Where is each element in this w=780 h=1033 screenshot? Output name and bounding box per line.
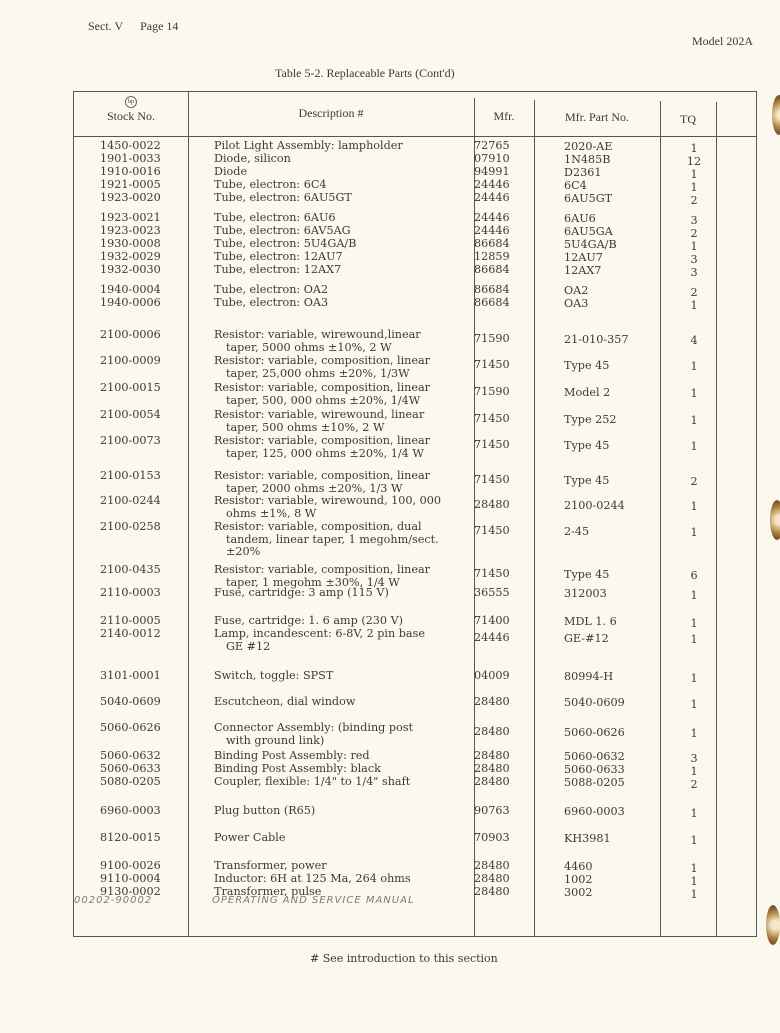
parts-table xyxy=(73,91,757,937)
description-line: Resistor: variable, composition, linear xyxy=(214,563,431,576)
handwritten-stock: 00202-90002 xyxy=(74,895,153,906)
mfr-code: 28480 xyxy=(474,872,510,885)
stock-number: 2100-0006 xyxy=(100,328,161,341)
description-line: Resistor: variable, composition, linear xyxy=(214,469,431,482)
mfr-code: 28480 xyxy=(474,762,510,775)
total-quantity: 2 xyxy=(690,227,698,240)
description xyxy=(214,329,421,354)
description-line: Binding Post Assembly: red xyxy=(214,749,370,762)
mfr-code: 12859 xyxy=(474,250,510,263)
description-line: tandem, linear taper, 1 megohm/sect. xyxy=(226,532,439,546)
mfr-part-number: 5088-0205 xyxy=(564,776,625,789)
stock-number: 1910-0016 xyxy=(100,165,161,178)
mfr-code: 71450 xyxy=(474,358,510,371)
total-quantity: 1 xyxy=(690,526,698,539)
column-header-tq: TQ xyxy=(680,112,696,126)
description xyxy=(214,495,441,520)
mfr-part-number: Model 2 xyxy=(564,386,611,399)
header-divider xyxy=(74,136,756,137)
total-quantity: 1 xyxy=(690,440,698,453)
total-quantity: 1 xyxy=(690,617,698,630)
description-line: Resistor: variable, composition, linear xyxy=(214,381,431,394)
description-line: GE #12 xyxy=(226,639,271,653)
total-quantity: 1 xyxy=(690,765,698,778)
description-line: Transformer, power xyxy=(214,859,327,872)
description-line: taper, 2000 ohms ±20%, 1/3 W xyxy=(226,481,403,495)
mfr-part-number: 6C4 xyxy=(564,179,587,192)
stock-number: 1932-0029 xyxy=(100,250,161,263)
description-line: Resistor: variable, wirewound, linear xyxy=(214,408,425,421)
total-quantity: 1 xyxy=(690,168,698,181)
description-line: Tube, electron: 6C4 xyxy=(214,178,327,191)
description xyxy=(214,628,425,653)
stock-number: 1923-0021 xyxy=(100,211,161,224)
description xyxy=(214,696,355,709)
mfr-part-number: 312003 xyxy=(564,587,607,600)
mfr-part-number: Type 45 xyxy=(564,359,610,372)
mfr-code: 71590 xyxy=(474,332,510,345)
column-divider xyxy=(534,100,535,936)
stock-number: 2100-0073 xyxy=(100,434,161,447)
mfr-part-number: 6AU5GA xyxy=(564,225,613,238)
mfr-code: 04009 xyxy=(474,669,510,682)
mfr-part-number: 80994-H xyxy=(564,670,614,683)
stock-number: 1901-0033 xyxy=(100,152,161,165)
description xyxy=(214,722,413,747)
page-number: Page 14 xyxy=(140,19,179,33)
mfr-part-number: 12AX7 xyxy=(564,264,602,277)
description-line: with ground link) xyxy=(226,733,325,747)
total-quantity: 1 xyxy=(690,633,698,646)
mfr-part-number: 21-010-357 xyxy=(564,333,629,346)
description xyxy=(214,212,336,225)
description xyxy=(214,251,343,264)
mfr-code: 24446 xyxy=(474,631,510,644)
stock-number: 9100-0026 xyxy=(100,859,161,872)
mfr-part-number: Type 45 xyxy=(564,474,610,487)
description-line: Lamp, incandescent: 6-8V, 2 pin base xyxy=(214,627,425,640)
description-line: Resistor: variable, wirewound,linear xyxy=(214,328,421,341)
stock-number: 1930-0008 xyxy=(100,237,161,250)
mfr-part-number: 2100-0244 xyxy=(564,499,625,512)
description xyxy=(214,284,328,297)
mfr-part-number: KH3981 xyxy=(564,832,611,845)
total-quantity: 1 xyxy=(690,834,698,847)
description-line: Tube, electron: 6AU5GT xyxy=(214,191,352,204)
description-line: Diode, silicon xyxy=(214,152,291,165)
mfr-part-number: 2020-AE xyxy=(564,140,613,153)
mfr-code: 71450 xyxy=(474,567,510,580)
total-quantity: 3 xyxy=(690,253,698,266)
description-line: Transformer, pulse xyxy=(214,885,322,898)
description-line: ohms ±1%, 8 W xyxy=(226,506,317,520)
total-quantity: 1 xyxy=(690,727,698,740)
stock-number: 2100-0009 xyxy=(100,354,161,367)
description-line: Fuse, cartridge: 1. 6 amp (230 V) xyxy=(214,614,404,627)
mfr-part-number: 1N485B xyxy=(564,153,611,166)
total-quantity: 1 xyxy=(690,240,698,253)
description-line: Switch, toggle: SPST xyxy=(214,669,334,682)
page-header-left xyxy=(88,19,192,34)
description xyxy=(214,521,439,559)
total-quantity: 1 xyxy=(690,589,698,602)
mfr-code: 24446 xyxy=(474,178,510,191)
mfr-code: 86684 xyxy=(474,237,510,250)
mfr-code: 36555 xyxy=(474,586,510,599)
description-line: ±20% xyxy=(226,545,261,559)
stock-number: 6960-0003 xyxy=(100,804,161,817)
description-line: Diode xyxy=(214,165,248,178)
mfr-part-number: 4460 xyxy=(564,860,593,873)
mfr-code: 07910 xyxy=(474,152,510,165)
description-line: Power Cable xyxy=(214,831,286,844)
mfr-part-number: 12AU7 xyxy=(564,251,603,264)
column-header-stock xyxy=(74,96,188,124)
column-header-description: Description # xyxy=(298,106,364,120)
description xyxy=(214,615,403,628)
column-header-part: Mfr. Part No. xyxy=(565,110,629,124)
mfr-code: 71400 xyxy=(474,614,510,627)
stock-number: 5080-0205 xyxy=(100,775,161,788)
description-line: Tube, electron: OA3 xyxy=(214,296,329,309)
mfr-part-number: MDL 1. 6 xyxy=(564,615,617,628)
column-divider xyxy=(660,101,661,936)
description-line: taper, 125, 000 ohms ±20%, 1/4 W xyxy=(226,446,424,460)
description-line: Tube, electron: 12AU7 xyxy=(214,250,343,263)
mfr-part-number: Type 45 xyxy=(564,568,610,581)
mfr-part-number: 3002 xyxy=(564,886,593,899)
stock-number: 5060-0632 xyxy=(100,749,161,762)
description-line: Coupler, flexible: 1/4" to 1/4" shaft xyxy=(214,775,411,788)
total-quantity: 1 xyxy=(690,862,698,875)
mfr-code: 28480 xyxy=(474,725,510,738)
stock-number: 1940-0006 xyxy=(100,296,161,309)
mfr-part-number: 5060-0632 xyxy=(564,750,625,763)
description xyxy=(214,238,356,251)
column-divider xyxy=(716,102,717,936)
mfr-code: 71450 xyxy=(474,412,510,425)
description-line: Resistor: variable, wirewound, 100, 000 xyxy=(214,494,442,507)
description xyxy=(214,776,410,789)
mfr-code: 24446 xyxy=(474,191,510,204)
stock-number: 1923-0023 xyxy=(100,224,161,237)
description xyxy=(214,140,403,153)
column-header-stock-label: Stock No. xyxy=(107,109,155,123)
description xyxy=(214,409,424,434)
description-line: Resistor: variable, composition, linear xyxy=(214,354,431,367)
total-quantity: 1 xyxy=(690,360,698,373)
total-quantity: 1 xyxy=(690,672,698,685)
stock-number: 2100-0054 xyxy=(100,408,161,421)
stock-number: 2100-0015 xyxy=(100,381,161,394)
description-line: Binding Post Assembly: black xyxy=(214,762,381,775)
mfr-code: 71450 xyxy=(474,524,510,537)
stock-number: 5060-0626 xyxy=(100,721,161,734)
binder-hole xyxy=(766,905,780,945)
stock-number: 1921-0005 xyxy=(100,178,161,191)
footnote: # See introduction to this section xyxy=(310,952,498,965)
description-line: Pilot Light Assembly: lampholder xyxy=(214,139,403,152)
total-quantity: 4 xyxy=(690,334,698,347)
total-quantity: 1 xyxy=(690,807,698,820)
description-line: Fuse, cartridge: 3 amp (115 V) xyxy=(214,586,389,599)
description-line: Tube, electron: 6AV5AG xyxy=(214,224,351,237)
description xyxy=(214,297,328,310)
description xyxy=(214,832,286,845)
mfr-code: 28480 xyxy=(474,859,510,872)
mfr-part-number: OA3 xyxy=(564,297,589,310)
total-quantity: 2 xyxy=(690,778,698,791)
mfr-code: 86684 xyxy=(474,296,510,309)
mfr-part-number: Type 252 xyxy=(564,413,617,426)
stock-number: 2110-0003 xyxy=(100,586,161,599)
mfr-code: 24446 xyxy=(474,224,510,237)
total-quantity: 2 xyxy=(690,475,698,488)
stock-number: 2100-0435 xyxy=(100,563,161,576)
total-quantity: 1 xyxy=(690,698,698,711)
mfr-code: 71450 xyxy=(474,473,510,486)
mfr-part-number: 5U4GA/B xyxy=(564,238,617,251)
section-label: Sect. V xyxy=(88,19,124,33)
total-quantity: 3 xyxy=(690,214,698,227)
mfr-part-number: 5060-0626 xyxy=(564,726,625,739)
stock-number: 2100-0153 xyxy=(100,469,161,482)
stock-number: 1450-0022 xyxy=(100,139,161,152)
description xyxy=(214,192,352,205)
total-quantity: 1 xyxy=(690,387,698,400)
stock-number: 3101-0001 xyxy=(100,669,161,682)
hp-logo-icon: hp xyxy=(125,96,137,108)
mfr-code: 28480 xyxy=(474,775,510,788)
stock-number: 2100-0258 xyxy=(100,520,161,533)
stock-number: 8120-0015 xyxy=(100,831,161,844)
stock-number: 1923-0020 xyxy=(100,191,161,204)
table-title: Table 5-2. Replaceable Parts (Cont'd) xyxy=(275,66,455,80)
stock-number: 2100-0244 xyxy=(100,494,161,507)
description xyxy=(214,355,430,380)
total-quantity: 6 xyxy=(690,569,698,582)
mfr-code: 71450 xyxy=(474,438,510,451)
description-line: Resistor: variable, composition, linear xyxy=(214,434,431,447)
description-line: taper, 5000 ohms ±10%, 2 W xyxy=(226,340,392,354)
description-line: Resistor: variable, composition, dual xyxy=(214,520,422,533)
description xyxy=(214,750,370,763)
description-line: Connector Assembly: (binding post xyxy=(214,721,414,734)
stock-number: 9130-0002 xyxy=(100,885,161,898)
description xyxy=(214,153,291,166)
binder-hole xyxy=(770,500,780,540)
description-line: taper, 1 megohm ±30%, 1/4 W xyxy=(226,575,400,589)
description-line: taper, 500 ohms ±10%, 2 W xyxy=(226,420,385,434)
mfr-part-number: 6AU6 xyxy=(564,212,596,225)
mfr-code: 24446 xyxy=(474,211,510,224)
stock-number: 5040-0609 xyxy=(100,695,161,708)
mfr-code: 28480 xyxy=(474,749,510,762)
stock-number: 2140-0012 xyxy=(100,627,161,640)
description xyxy=(214,860,327,873)
description-line: taper, 500, 000 ohms ±20%, 1/4W xyxy=(226,393,421,407)
description xyxy=(214,264,341,277)
mfr-code: 90763 xyxy=(474,804,510,817)
mfr-code: 28480 xyxy=(474,885,510,898)
description xyxy=(214,225,351,238)
binder-hole xyxy=(772,95,780,135)
total-quantity: 2 xyxy=(690,194,698,207)
description-line: Escutcheon, dial window xyxy=(214,695,356,708)
mfr-code: 71590 xyxy=(474,385,510,398)
description-line: Tube, electron: OA2 xyxy=(214,283,329,296)
mfr-part-number: 5060-0633 xyxy=(564,763,625,776)
mfr-code: 94991 xyxy=(474,165,510,178)
stock-number: 1940-0004 xyxy=(100,283,161,296)
mfr-part-number: OA2 xyxy=(564,284,589,297)
mfr-code: 86684 xyxy=(474,283,510,296)
description-line: Tube, electron: 5U4GA/B xyxy=(214,237,357,250)
total-quantity: 1 xyxy=(690,500,698,513)
stock-number: 9110-0004 xyxy=(100,872,161,885)
description xyxy=(214,873,411,886)
model-label: Model 202A xyxy=(692,34,753,48)
mfr-code: 70903 xyxy=(474,831,510,844)
description xyxy=(214,670,333,683)
stock-number: 2110-0005 xyxy=(100,614,161,627)
total-quantity: 1 xyxy=(690,888,698,901)
mfr-part-number: 6960-0003 xyxy=(564,805,625,818)
description xyxy=(214,470,430,495)
mfr-part-number: 2-45 xyxy=(564,525,590,538)
description-line: Plug button (R65) xyxy=(214,804,316,817)
column-divider xyxy=(188,92,189,936)
total-quantity: 1 xyxy=(690,299,698,312)
mfr-code: 28480 xyxy=(474,498,510,511)
description-line: taper, 25,000 ohms ±20%, 1/3W xyxy=(226,366,410,380)
column-header-mfr: Mfr. xyxy=(493,109,515,123)
mfr-part-number: D2361 xyxy=(564,166,602,179)
mfr-code: 86684 xyxy=(474,263,510,276)
description xyxy=(214,179,327,192)
description xyxy=(214,805,315,818)
stock-number: 1932-0030 xyxy=(100,263,161,276)
description xyxy=(214,435,430,460)
total-quantity: 1 xyxy=(690,181,698,194)
description xyxy=(214,587,389,600)
total-quantity: 1 xyxy=(690,142,698,155)
total-quantity: 3 xyxy=(690,752,698,765)
description-line: Inductor: 6H at 125 Ma, 264 ohms xyxy=(214,872,411,885)
description xyxy=(214,763,381,776)
description-line: Tube, electron: 6AU6 xyxy=(214,211,336,224)
total-quantity: 2 xyxy=(690,286,698,299)
mfr-part-number: 1002 xyxy=(564,873,593,886)
description-line: Tube, electron: 12AX7 xyxy=(214,263,342,276)
stock-number: 5060-0633 xyxy=(100,762,161,775)
total-quantity: 3 xyxy=(690,266,698,279)
description xyxy=(214,166,247,179)
handwritten-description: OPERATING AND SERVICE MANUAL xyxy=(212,895,415,906)
mfr-part-number: GE-#12 xyxy=(564,632,609,645)
total-quantity: 12 xyxy=(686,155,702,168)
total-quantity: 1 xyxy=(690,414,698,427)
description xyxy=(214,382,430,407)
mfr-part-number: 5040-0609 xyxy=(564,696,625,709)
mfr-part-number: 6AU5GT xyxy=(564,192,613,205)
mfr-code: 28480 xyxy=(474,695,510,708)
total-quantity: 1 xyxy=(690,875,698,888)
mfr-code: 72765 xyxy=(474,139,510,152)
mfr-part-number: Type 45 xyxy=(564,439,610,452)
